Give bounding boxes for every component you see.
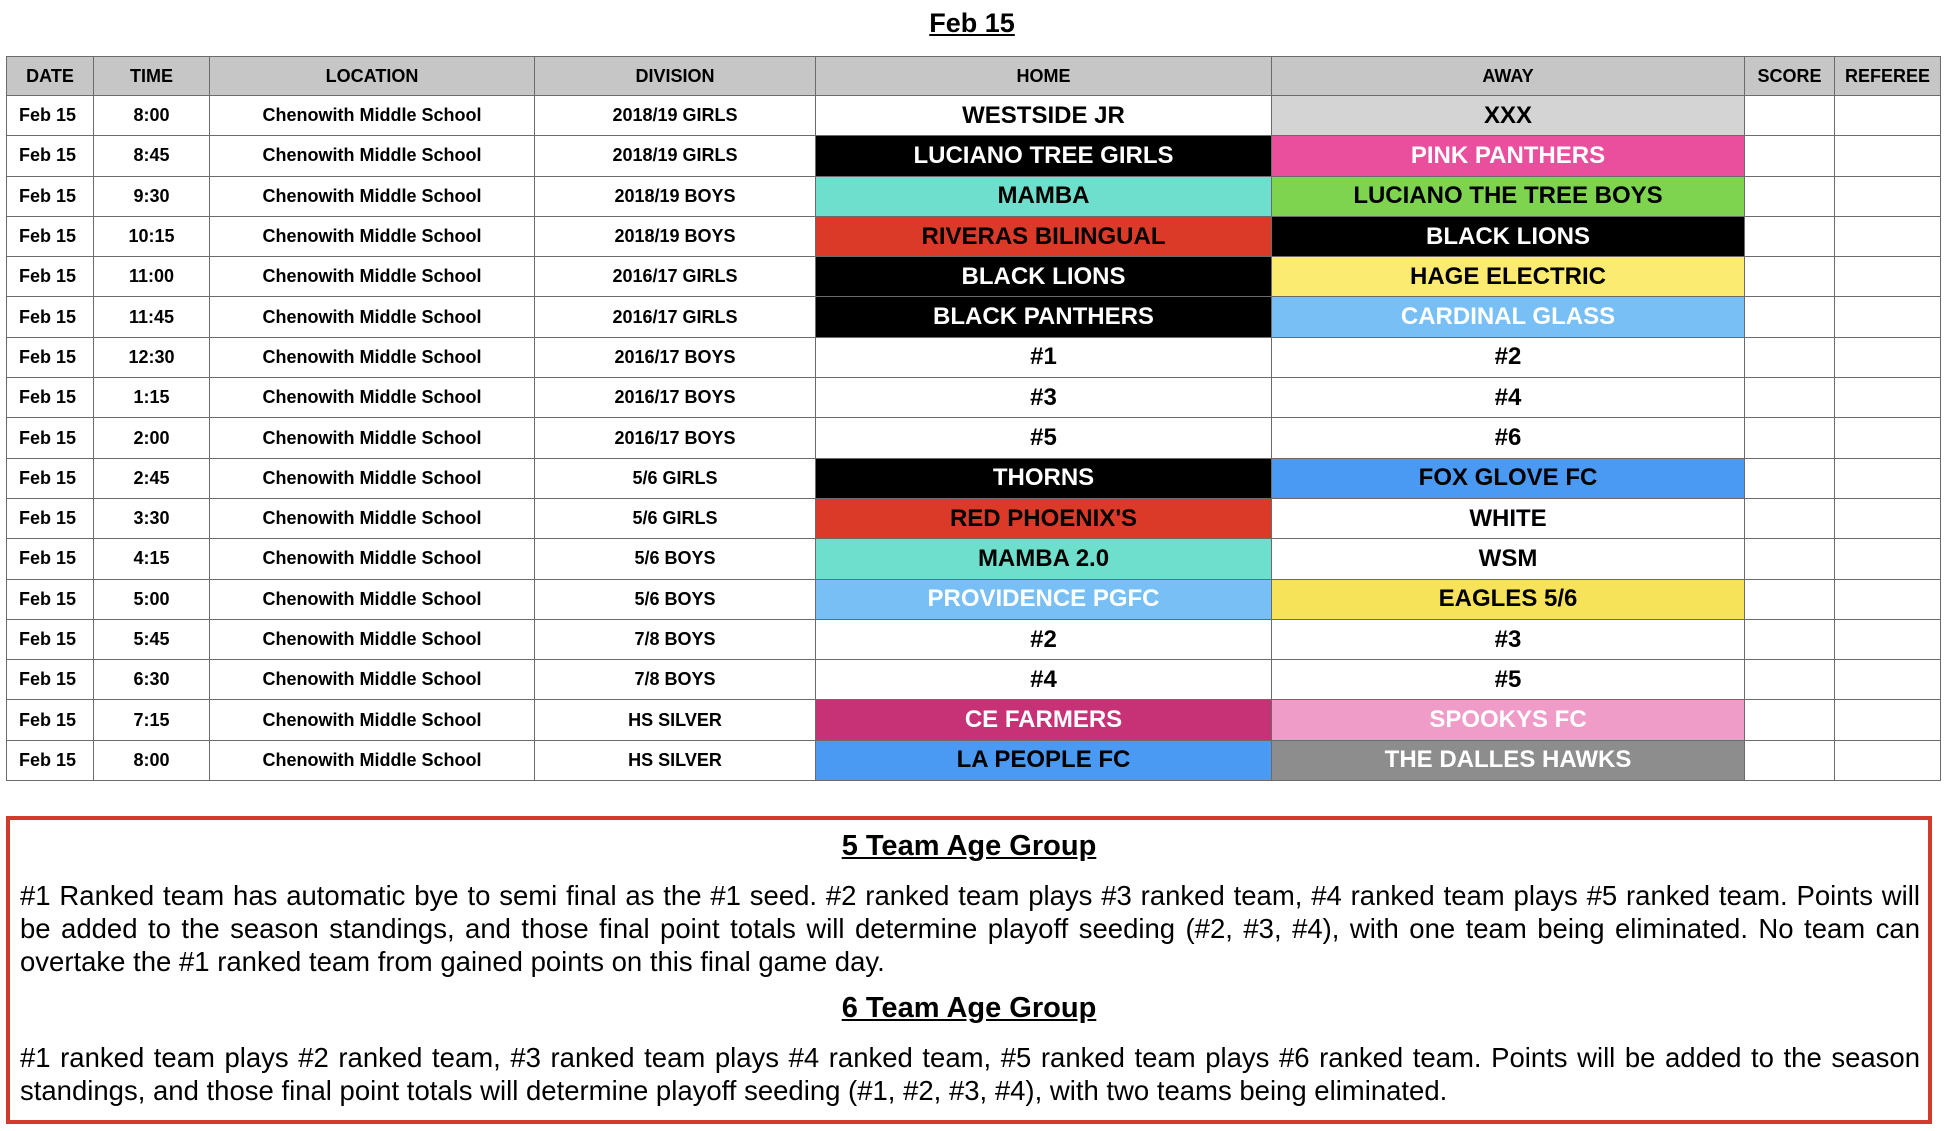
home-team-cell: #3 [816,378,1272,418]
date-cell: Feb 15 [7,378,94,418]
score-cell [1745,458,1835,498]
away-team-cell: FOX GLOVE FC [1272,458,1745,498]
location-cell: Chenowith Middle School [210,539,535,579]
away-team-cell: #2 [1272,337,1745,377]
score-cell [1745,257,1835,297]
time-cell: 11:00 [94,257,210,297]
division-cell: 2018/19 GIRLS [535,96,816,136]
time-cell: 1:15 [94,378,210,418]
division-cell: 2016/17 GIRLS [535,297,816,337]
location-cell: Chenowith Middle School [210,136,535,176]
home-team-cell: PROVIDENCE PGFC [816,579,1272,619]
referee-cell [1835,498,1941,538]
home-team-cell: MAMBA 2.0 [816,539,1272,579]
home-team-cell: RED PHOENIX'S [816,498,1272,538]
division-cell: 5/6 BOYS [535,579,816,619]
table-row [7,740,1941,780]
table-row [7,297,1941,337]
home-team-cell: THORNS [816,458,1272,498]
away-team-cell: #6 [1272,418,1745,458]
six-team-heading: 6 Team Age Group [841,992,1097,1024]
referee-cell [1835,337,1941,377]
home-team-cell: WESTSIDE JR [816,96,1272,136]
division-cell: 2018/19 BOYS [535,176,816,216]
time-cell: 10:15 [94,216,210,256]
five-team-text: #1 Ranked team has automatic bye to semi final as the #1 seed. #2 ranked team plays #3 ranked team, #4 ranked team plays #5 ranked team. Points will be added to the season standings, and those final point totals will determine playoff seeding (#2, #3, #4), with one team being eliminated. No team can overtake the #1 ranked team from gained points on this final game day. [20,880,1920,977]
away-team-cell: EAGLES 5/6 [1272,579,1745,619]
time-cell: 8:45 [94,136,210,176]
table-row [7,579,1941,619]
location-cell: Chenowith Middle School [210,337,535,377]
division-cell: 2018/19 GIRLS [535,136,816,176]
date-cell: Feb 15 [7,700,94,740]
division-cell: 2018/19 BOYS [535,216,816,256]
table-row [7,619,1941,659]
column-header-date: DATE [7,57,94,96]
date-cell: Feb 15 [7,418,94,458]
time-cell: 8:00 [94,740,210,780]
table-row [7,660,1941,700]
column-header-division: DIVISION [535,57,816,96]
location-cell: Chenowith Middle School [210,619,535,659]
division-cell: 5/6 GIRLS [535,498,816,538]
division-cell: 2016/17 BOYS [535,337,816,377]
division-cell: 5/6 GIRLS [535,458,816,498]
table-row [7,216,1941,256]
date-cell: Feb 15 [7,660,94,700]
division-cell: 2016/17 BOYS [535,418,816,458]
score-cell [1745,619,1835,659]
division-cell: 2016/17 BOYS [535,378,816,418]
date-cell: Feb 15 [7,257,94,297]
away-team-cell: #3 [1272,619,1745,659]
schedule-table [6,56,1941,781]
away-team-cell: SPOOKYS FC [1272,700,1745,740]
table-row [7,378,1941,418]
referee-cell [1835,740,1941,780]
time-cell: 4:15 [94,539,210,579]
away-team-cell: BLACK LIONS [1272,216,1745,256]
score-cell [1745,136,1835,176]
away-team-cell: THE DALLES HAWKS [1272,740,1745,780]
referee-cell [1835,539,1941,579]
date-cell: Feb 15 [7,579,94,619]
referee-cell [1835,418,1941,458]
column-header-away: AWAY [1272,57,1745,96]
referee-cell [1835,176,1941,216]
table-row [7,498,1941,538]
location-cell: Chenowith Middle School [210,579,535,619]
time-cell: 2:45 [94,458,210,498]
time-cell: 5:00 [94,579,210,619]
time-cell: 5:45 [94,619,210,659]
date-cell: Feb 15 [7,498,94,538]
home-team-cell: RIVERAS BILINGUAL [816,216,1272,256]
away-team-cell: PINK PANTHERS [1272,136,1745,176]
division-cell: 7/8 BOYS [535,619,816,659]
away-team-cell: #5 [1272,660,1745,700]
location-cell: Chenowith Middle School [210,660,535,700]
division-cell: 7/8 BOYS [535,660,816,700]
column-header-location: LOCATION [210,57,535,96]
division-cell: HS SILVER [535,700,816,740]
five-team-heading: 5 Team Age Group [841,830,1097,862]
table-row [7,700,1941,740]
location-cell: Chenowith Middle School [210,216,535,256]
column-header-home: HOME [816,57,1272,96]
score-cell [1745,176,1835,216]
division-cell: HS SILVER [535,740,816,780]
location-cell: Chenowith Middle School [210,378,535,418]
referee-cell [1835,96,1941,136]
referee-cell [1835,257,1941,297]
time-cell: 9:30 [94,176,210,216]
score-cell [1745,297,1835,337]
location-cell: Chenowith Middle School [210,700,535,740]
home-team-cell: BLACK PANTHERS [816,297,1272,337]
table-row [7,337,1941,377]
home-team-cell: CE FARMERS [816,700,1272,740]
score-cell [1745,337,1835,377]
date-cell: Feb 15 [7,176,94,216]
table-row [7,96,1941,136]
column-header-time: TIME [94,57,210,96]
referee-cell [1835,297,1941,337]
referee-cell [1835,700,1941,740]
home-team-cell: MAMBA [816,176,1272,216]
column-header-score: SCORE [1745,57,1835,96]
date-cell: Feb 15 [7,297,94,337]
location-cell: Chenowith Middle School [210,297,535,337]
time-cell: 12:30 [94,337,210,377]
referee-cell [1835,378,1941,418]
location-cell: Chenowith Middle School [210,458,535,498]
home-team-cell: #2 [816,619,1272,659]
location-cell: Chenowith Middle School [210,257,535,297]
home-team-cell: BLACK LIONS [816,257,1272,297]
home-team-cell: #5 [816,418,1272,458]
location-cell: Chenowith Middle School [210,498,535,538]
table-row [7,136,1941,176]
table-row [7,418,1941,458]
rules-box [6,816,1932,1124]
score-cell [1745,216,1835,256]
referee-cell [1835,660,1941,700]
table-row [7,458,1941,498]
away-team-cell: LUCIANO THE TREE BOYS [1272,176,1745,216]
date-cell: Feb 15 [7,216,94,256]
away-team-cell: WHITE [1272,498,1745,538]
score-cell [1745,96,1835,136]
date-cell: Feb 15 [7,458,94,498]
home-team-cell: LA PEOPLE FC [816,740,1272,780]
six-team-text: #1 ranked team plays #2 ranked team, #3 ranked team plays #4 ranked team, #5 ranked team plays #6 ranked team. Points will be added to the season standings, and those final point totals will determine playoff seeding (#1, #2, #3, #4), with two teams being eliminated. [20,1042,1920,1106]
time-cell: 11:45 [94,297,210,337]
division-cell: 5/6 BOYS [535,539,816,579]
referee-cell [1835,579,1941,619]
date-cell: Feb 15 [7,619,94,659]
score-cell [1745,740,1835,780]
score-cell [1745,418,1835,458]
division-cell: 2016/17 GIRLS [535,257,816,297]
score-cell [1745,498,1835,538]
table-row [7,539,1941,579]
schedule-body [7,96,1941,781]
score-cell [1745,539,1835,579]
time-cell: 7:15 [94,700,210,740]
time-cell: 3:30 [94,498,210,538]
score-cell [1745,700,1835,740]
column-header-referee: REFEREE [1835,57,1941,96]
table-row [7,257,1941,297]
location-cell: Chenowith Middle School [210,96,535,136]
time-cell: 2:00 [94,418,210,458]
referee-cell [1835,216,1941,256]
home-team-cell: #4 [816,660,1272,700]
date-cell: Feb 15 [7,539,94,579]
location-cell: Chenowith Middle School [210,176,535,216]
score-cell [1745,378,1835,418]
location-cell: Chenowith Middle School [210,740,535,780]
away-team-cell: CARDINAL GLASS [1272,297,1745,337]
referee-cell [1835,619,1941,659]
home-team-cell: #1 [816,337,1272,377]
away-team-cell: WSM [1272,539,1745,579]
referee-cell [1835,458,1941,498]
table-row [7,176,1941,216]
date-cell: Feb 15 [7,96,94,136]
date-cell: Feb 15 [7,136,94,176]
away-team-cell: XXX [1272,96,1745,136]
header-row [7,57,1941,96]
time-cell: 6:30 [94,660,210,700]
location-cell: Chenowith Middle School [210,418,535,458]
away-team-cell: #4 [1272,378,1745,418]
date-cell: Feb 15 [7,337,94,377]
time-cell: 8:00 [94,96,210,136]
away-team-cell: HAGE ELECTRIC [1272,257,1745,297]
referee-cell [1835,136,1941,176]
score-cell [1745,579,1835,619]
date-cell: Feb 15 [7,740,94,780]
score-cell [1745,660,1835,700]
page-title: Feb 15 [929,8,1015,38]
home-team-cell: LUCIANO TREE GIRLS [816,136,1272,176]
